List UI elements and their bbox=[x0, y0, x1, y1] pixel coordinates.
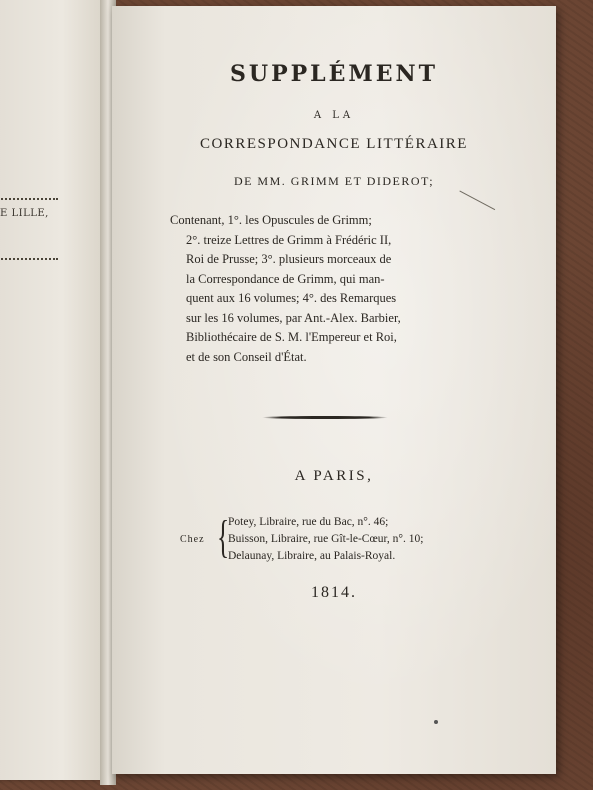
contents-line: et de son Conseil d'État. bbox=[186, 349, 307, 364]
book-authors: DE MM. GRIMM ET DIDEROT; bbox=[233, 174, 435, 188]
title-page bbox=[112, 6, 556, 774]
left-page bbox=[0, 0, 110, 780]
brace-symbol: { bbox=[216, 511, 230, 562]
contents-line: 2°. treize Lettres de Grimm à Frédéric II, bbox=[186, 232, 392, 247]
contents-paragraph bbox=[170, 211, 510, 367]
bookseller-line: Delaunay, Libraire, au Palais-Royal. bbox=[228, 550, 396, 562]
contents-line: Bibliothécaire de S. M. l'Empereur et Roi, bbox=[186, 330, 397, 344]
bookseller-line: Buisson, Libraire, rue Gît-le-Cœur, n°. 10; bbox=[228, 533, 424, 545]
publication-year: 1814. bbox=[311, 584, 357, 601]
bookseller-line: Potey, Libraire, rue du Bac, n°. 46; bbox=[228, 516, 389, 528]
title-connector: A LA bbox=[313, 110, 355, 121]
chez-label: Chez bbox=[180, 534, 205, 545]
contents-line: quent aux 16 volumes; 4°. des Remarques bbox=[186, 291, 397, 305]
contents-line: Roi de Prusse; 3°. plusieurs morceaux de bbox=[186, 252, 392, 266]
book-title: SUPPLÉMENT bbox=[230, 61, 438, 87]
booksellers-list bbox=[228, 514, 423, 565]
contents-line: sur les 16 volumes, par Ant.-Alex. Barbier, bbox=[186, 310, 401, 325]
ink-spot bbox=[434, 720, 438, 724]
dotted-rule bbox=[0, 198, 58, 200]
left-page-text: E LILLE, bbox=[0, 208, 49, 219]
dotted-rule bbox=[0, 258, 58, 260]
publication-place: A PARIS, bbox=[294, 468, 374, 484]
ornamental-rule bbox=[262, 416, 388, 419]
book-subtitle: CORRESPONDANCE LITTÉRAIRE bbox=[200, 136, 468, 152]
contents-line: la Correspondance de Grimm, qui man- bbox=[186, 271, 385, 286]
bleed-through-text bbox=[0, 320, 6, 346]
contents-line: Contenant, 1°. les Opuscules de Grimm; bbox=[170, 213, 372, 227]
